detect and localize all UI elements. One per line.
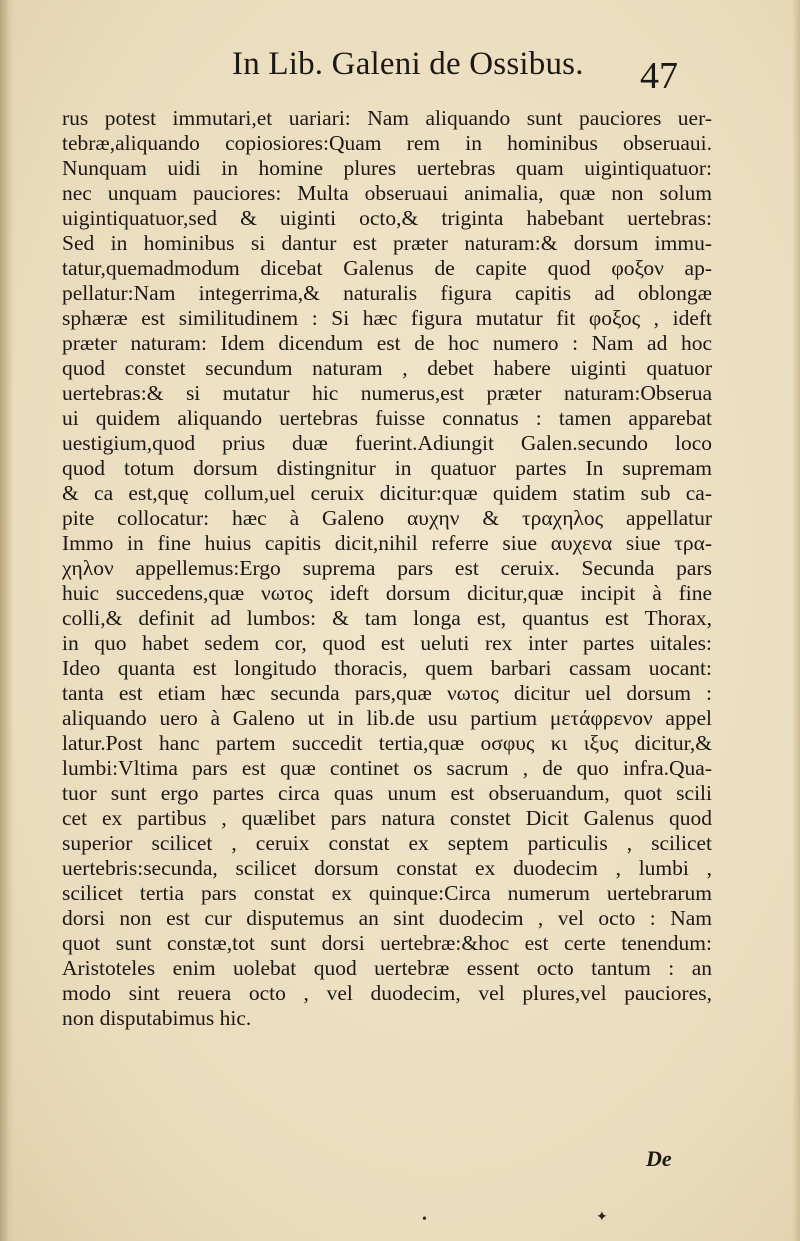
text-line: uertebris:secunda, scilicet dorsum constat ex duodecim , lumbi , <box>62 856 712 880</box>
text-line: Immo in fine huius capitis dicit,nihil referre siue αυχενα siue τρα- <box>62 531 712 555</box>
page-edge-shadow <box>792 0 800 1241</box>
text-line: aliquando uero à Galeno ut in lib.de usu partium μετάφρενον appel <box>62 706 712 730</box>
text-line: uigintiquatuor,sed & uiginti octo,& triginta habebant uertebras: <box>62 206 712 230</box>
catchword: De <box>646 1146 672 1171</box>
page-header <box>0 40 800 100</box>
text-line: præter naturam: Idem dicendum est de hoc numero : Nam ad hoc <box>62 331 712 355</box>
paper-speck-mark: • <box>422 1212 427 1227</box>
text-line: huic succedens,quæ νωτος ideft dorsum dicitur,quæ incipit à fine <box>62 581 712 605</box>
text-line: pellatur:Nam integerrima,& naturalis figura capitis ad oblongæ <box>62 281 712 305</box>
text-line: superior scilicet , ceruix constat ex septem particulis , scilicet <box>62 831 712 855</box>
text-line: & ca est,quę collum,uel ceruix dicitur:quæ quidem statim sub ca- <box>62 481 712 505</box>
text-line: dorsi non est cur disputemus an sint duodecim , vel octo : Nam <box>62 906 712 930</box>
text-line: nec unquam pauciores: Multa obseruaui animalia, quæ non solum <box>62 181 712 205</box>
text-line: Nunquam uidi in homine plures uertebras quam uigintiquatuor: <box>62 156 712 180</box>
text-line: uestigium,quod prius duæ fuerint.Adiungit Galen.secundo loco <box>62 431 712 455</box>
text-line: quot sunt constæ,tot sunt dorsi uertebræ:&hoc est certe tenendum: <box>62 931 712 955</box>
text-line: colli,& definit ad lumbos: & tam longa est, quantus est Thorax, <box>62 606 712 630</box>
text-line: quod constet secundum naturam , debet habere uiginti quatuor <box>62 356 712 380</box>
text-line: modo sint reuera octo , vel duodecim, vel plures,vel pauciores, <box>62 981 712 1005</box>
paper-speck-mark: ✦ <box>596 1210 608 1225</box>
text-line: uertebras:& si mutatur hic numerus,est præter naturam:Obserua <box>62 381 712 405</box>
text-line: tuor sunt ergo partes circa quas unum est obseruandum, quot scili <box>62 781 712 805</box>
text-line: sphæræ est similitudinem : Si hæc figura mutatur fit φοξος , ideft <box>62 306 712 330</box>
text-line: tebræ,aliquando copiosiores:Quam rem in hominibus obseruaui. <box>62 131 712 155</box>
text-line: non disputabimus hic. <box>62 1006 252 1030</box>
text-line: in quo habet sedem cor, quod est ueluti rex inter partes uitales: <box>62 631 712 655</box>
text-line: Ideo quanta est longitudo thoracis, quem barbari cassam uocant: <box>62 656 712 680</box>
text-line: lumbi:Vltima pars est quæ continet os sacrum , de quo infra.Qua- <box>62 756 712 780</box>
text-line: pite collocatur: hæc à Galeno αυχην & τραχηλος appellatur <box>62 506 712 530</box>
text-line: scilicet tertia pars constat ex quinque:Circa numerum uertebrarum <box>62 881 712 905</box>
text-line: χηλον appellemus:Ergo suprema pars est ceruix. Secunda pars <box>62 556 712 580</box>
text-line: quod totum dorsum distingnitur in quatuor partes In supremam <box>62 456 712 480</box>
running-head: In Lib. Galeni de Ossibus. <box>232 46 584 82</box>
text-line: cet ex partibus , quælibet pars natura constet Dicit Galenus quod <box>62 806 712 830</box>
text-line: tatur,quemadmodum dicebat Galenus de capite quod φοξον ap- <box>62 256 712 280</box>
text-line: Aristoteles enim uolebat quod uertebræ essent octo tantum : an <box>62 956 712 980</box>
body-text <box>62 106 712 1031</box>
text-line: latur.Post hanc partem succedit tertia,quæ οσφυς κι ιξυς dicitur,& <box>62 731 712 755</box>
page-gutter-shadow <box>0 0 14 1241</box>
text-line: ui quidem aliquando uertebras fuisse connatus : tamen apparebat <box>62 406 712 430</box>
text-line: rus potest immutari,et uariari: Nam aliquando sunt pauciores uer- <box>62 106 712 130</box>
page-number: 47 <box>640 55 678 97</box>
text-line: Sed in hominibus si dantur est præter naturam:& dorsum immu- <box>62 231 712 255</box>
text-line: tanta est etiam hæc secunda pars,quæ νωτος dicitur uel dorsum : <box>62 681 712 705</box>
